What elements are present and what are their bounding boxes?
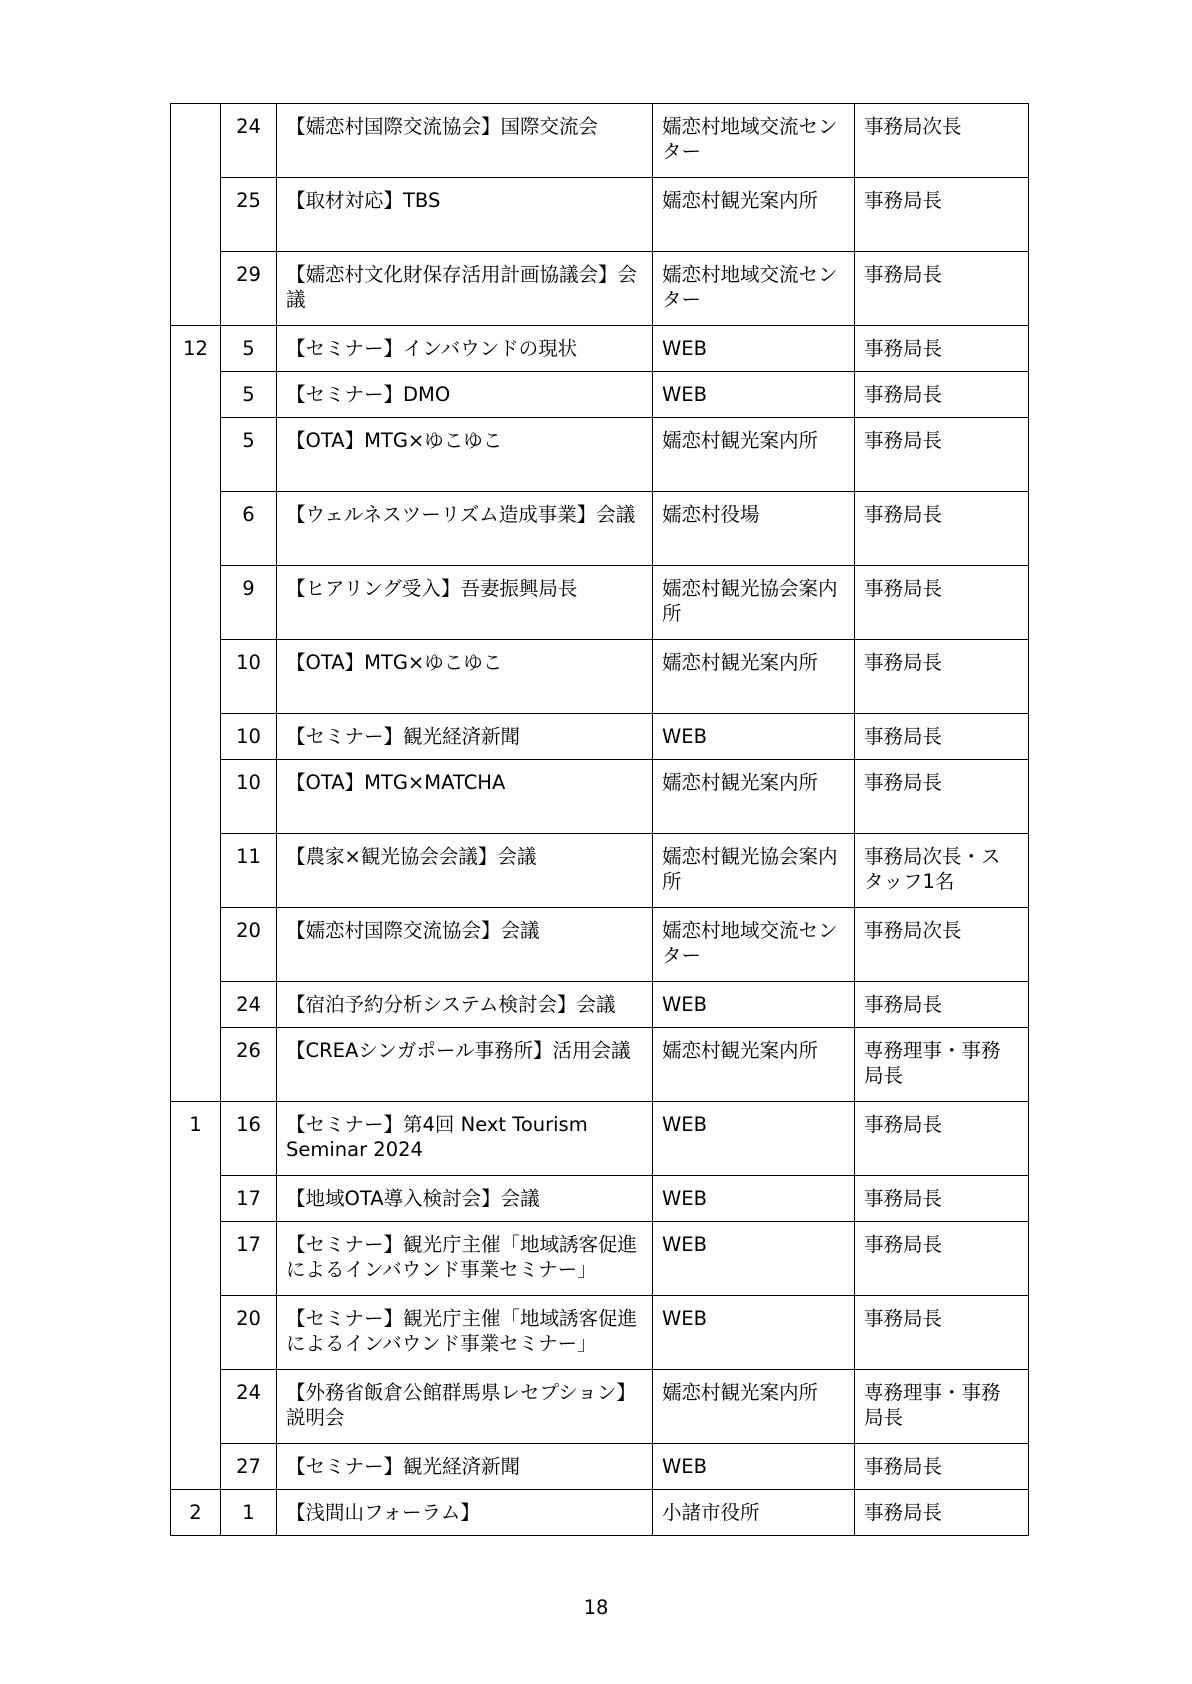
venue-cell: 嬬恋村地域交流センター (653, 104, 855, 178)
day-cell: 11 (221, 834, 277, 908)
attendee-cell: 事務局長 (855, 178, 1029, 252)
table-row (171, 252, 1029, 326)
attendee-cell: 事務局長 (855, 418, 1029, 492)
venue-cell: 嬬恋村観光案内所 (653, 1370, 855, 1444)
title-cell: 【地域OTA導入検討会】会議 (277, 1176, 653, 1222)
venue-cell: 小諸市役所 (653, 1490, 855, 1536)
venue-cell: 嬬恋村地域交流センター (653, 908, 855, 982)
table-row (171, 1222, 1029, 1296)
title-cell: 【農家×観光協会会議】会議 (277, 834, 653, 908)
venue-cell: 嬬恋村観光案内所 (653, 178, 855, 252)
attendee-cell: 事務局長 (855, 566, 1029, 640)
title-cell: 【セミナー】インバウンドの現状 (277, 326, 653, 372)
attendee-cell: 事務局長 (855, 326, 1029, 372)
table-row (171, 760, 1029, 834)
attendee-cell: 事務局次長・スタッフ1名 (855, 834, 1029, 908)
attendee-cell: 事務局長 (855, 252, 1029, 326)
month-cell: 2 (171, 1490, 221, 1536)
venue-cell: WEB (653, 1222, 855, 1296)
title-cell: 【嬬恋村国際交流協会】国際交流会 (277, 104, 653, 178)
title-cell: 【OTA】MTG×ゆこゆこ (277, 640, 653, 714)
day-cell: 1 (221, 1490, 277, 1536)
title-cell: 【セミナー】観光庁主催「地域誘客促進によるインバウンド事業セミナー」 (277, 1296, 653, 1370)
day-cell: 27 (221, 1444, 277, 1490)
attendee-cell: 事務局次長 (855, 908, 1029, 982)
day-cell: 10 (221, 714, 277, 760)
venue-cell: WEB (653, 1296, 855, 1370)
table-row (171, 178, 1029, 252)
table-row (171, 640, 1029, 714)
attendee-cell: 専務理事・事務局長 (855, 1370, 1029, 1444)
venue-cell: 嬬恋村観光協会案内所 (653, 834, 855, 908)
table-row (171, 492, 1029, 566)
table-row (171, 104, 1029, 178)
day-cell: 5 (221, 326, 277, 372)
table-row (171, 1176, 1029, 1222)
venue-cell: 嬬恋村観光案内所 (653, 640, 855, 714)
title-cell: 【セミナー】観光経済新聞 (277, 1444, 653, 1490)
day-cell: 20 (221, 908, 277, 982)
title-cell: 【ヒアリング受入】吾妻振興局長 (277, 566, 653, 640)
day-cell: 24 (221, 104, 277, 178)
table-row (171, 326, 1029, 372)
day-cell: 9 (221, 566, 277, 640)
title-cell: 【浅間山フォーラム】 (277, 1490, 653, 1536)
table-row (171, 834, 1029, 908)
day-cell: 20 (221, 1296, 277, 1370)
venue-cell: 嬬恋村観光協会案内所 (653, 566, 855, 640)
title-cell: 【取材対応】TBS (277, 178, 653, 252)
attendee-cell: 事務局長 (855, 1176, 1029, 1222)
table-row (171, 566, 1029, 640)
attendee-cell: 事務局長 (855, 640, 1029, 714)
venue-cell: WEB (653, 1102, 855, 1176)
page-number: 18 (583, 1596, 609, 1619)
venue-cell: WEB (653, 1444, 855, 1490)
title-cell: 【CREAシンガポール事務所】活用会議 (277, 1028, 653, 1102)
day-cell: 5 (221, 418, 277, 492)
attendee-cell: 事務局次長 (855, 104, 1029, 178)
day-cell: 26 (221, 1028, 277, 1102)
day-cell: 16 (221, 1102, 277, 1176)
table-row (171, 1102, 1029, 1176)
month-cell: 12 (171, 326, 221, 1102)
table-row (171, 908, 1029, 982)
schedule-table (170, 103, 1029, 1536)
table-row (171, 1370, 1029, 1444)
venue-cell: WEB (653, 326, 855, 372)
venue-cell: WEB (653, 714, 855, 760)
attendee-cell: 事務局長 (855, 1444, 1029, 1490)
table-row (171, 982, 1029, 1028)
attendee-cell: 事務局長 (855, 714, 1029, 760)
venue-cell: 嬬恋村観光案内所 (653, 1028, 855, 1102)
title-cell: 【セミナー】観光庁主催「地域誘客促進によるインバウンド事業セミナー」 (277, 1222, 653, 1296)
title-cell: 【OTA】MTG×MATCHA (277, 760, 653, 834)
title-cell: 【OTA】MTG×ゆこゆこ (277, 418, 653, 492)
month-cell: 1 (171, 1102, 221, 1490)
table-row (171, 372, 1029, 418)
venue-cell: WEB (653, 1176, 855, 1222)
title-cell: 【嬬恋村国際交流協会】会議 (277, 908, 653, 982)
table-row (171, 1296, 1029, 1370)
day-cell: 24 (221, 982, 277, 1028)
title-cell: 【セミナー】DMO (277, 372, 653, 418)
venue-cell: 嬬恋村地域交流センター (653, 252, 855, 326)
table-row (171, 714, 1029, 760)
day-cell: 17 (221, 1176, 277, 1222)
attendee-cell: 事務局長 (855, 1296, 1029, 1370)
title-cell: 【ウェルネスツーリズム造成事業】会議 (277, 492, 653, 566)
day-cell: 6 (221, 492, 277, 566)
month-cell (171, 104, 221, 326)
attendee-cell: 専務理事・事務局長 (855, 1028, 1029, 1102)
title-cell: 【宿泊予約分析システム検討会】会議 (277, 982, 653, 1028)
attendee-cell: 事務局長 (855, 1102, 1029, 1176)
day-cell: 24 (221, 1370, 277, 1444)
attendee-cell: 事務局長 (855, 372, 1029, 418)
day-cell: 5 (221, 372, 277, 418)
table-row (171, 1028, 1029, 1102)
title-cell: 【嬬恋村文化財保存活用計画協議会】会議 (277, 252, 653, 326)
venue-cell: 嬬恋村観光案内所 (653, 760, 855, 834)
venue-cell: WEB (653, 372, 855, 418)
attendee-cell: 事務局長 (855, 760, 1029, 834)
day-cell: 10 (221, 640, 277, 714)
attendee-cell: 事務局長 (855, 492, 1029, 566)
table-row (171, 1490, 1029, 1536)
day-cell: 17 (221, 1222, 277, 1296)
attendee-cell: 事務局長 (855, 1490, 1029, 1536)
attendee-cell: 事務局長 (855, 982, 1029, 1028)
title-cell: 【セミナー】観光経済新聞 (277, 714, 653, 760)
venue-cell: 嬬恋村役場 (653, 492, 855, 566)
title-cell: 【外務省飯倉公館群馬県レセプション】説明会 (277, 1370, 653, 1444)
venue-cell: WEB (653, 982, 855, 1028)
title-cell: 【セミナー】第4回 Next Tourism Seminar 2024 (277, 1102, 653, 1176)
day-cell: 10 (221, 760, 277, 834)
attendee-cell: 事務局長 (855, 1222, 1029, 1296)
day-cell: 29 (221, 252, 277, 326)
table-row (171, 418, 1029, 492)
schedule-body (171, 104, 1029, 1536)
table-row (171, 1444, 1029, 1490)
venue-cell: 嬬恋村観光案内所 (653, 418, 855, 492)
day-cell: 25 (221, 178, 277, 252)
